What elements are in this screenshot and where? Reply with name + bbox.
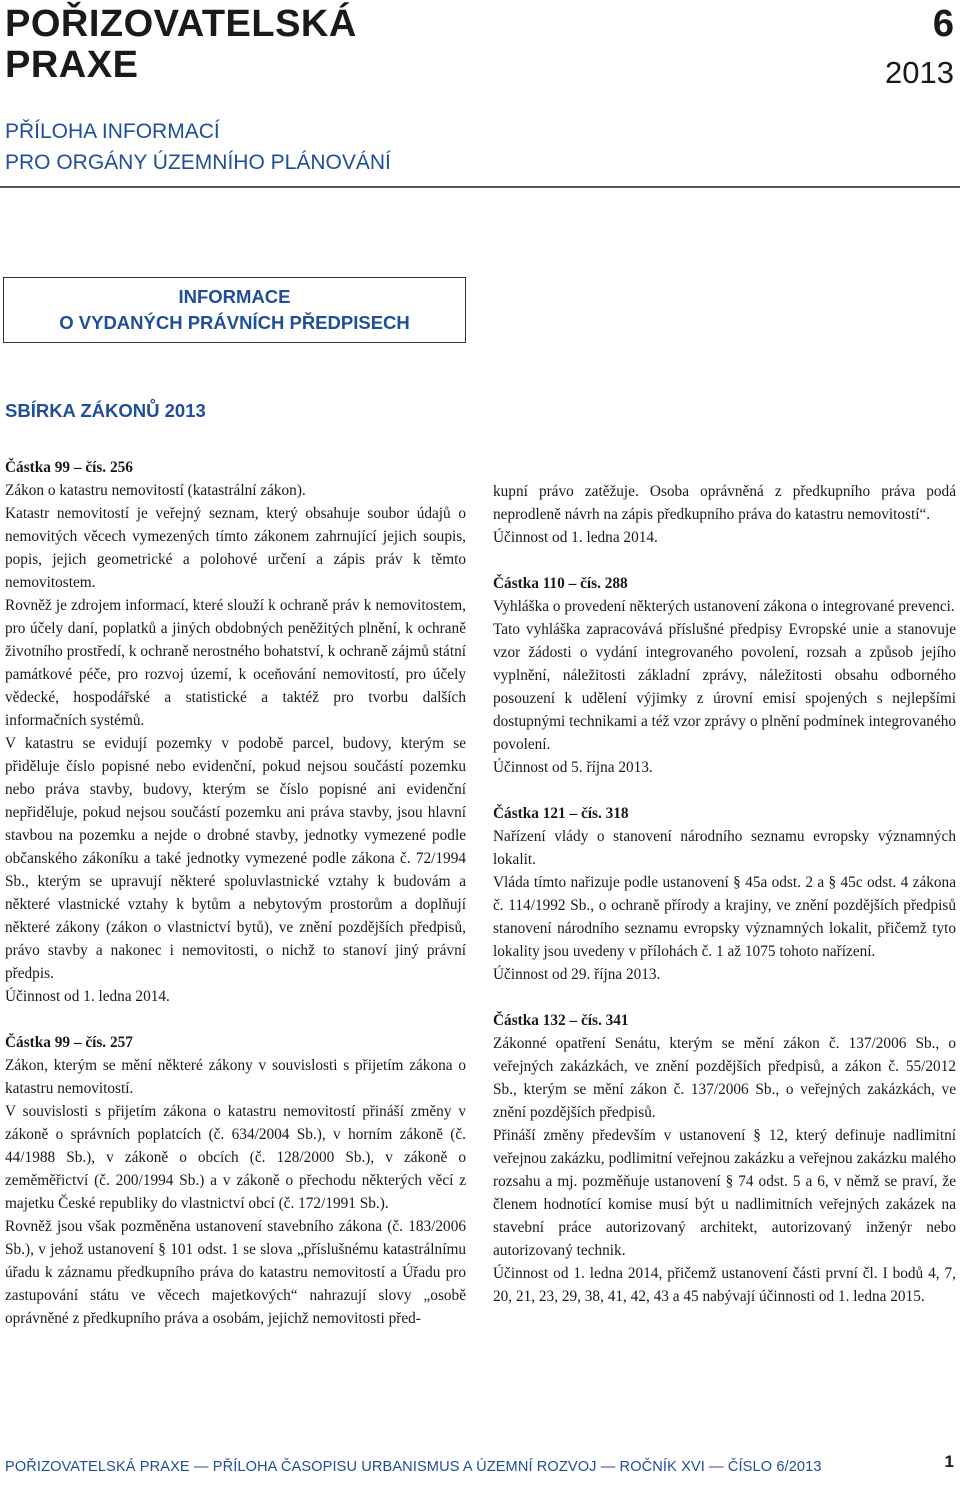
section-heading: SBÍRKA ZÁKONŮ 2013 xyxy=(5,400,206,421)
page-footer: POŘIZOVATELSKÁ PRAXE — PŘÍLOHA ČASOPISU URBANISMUS A ÚZEMNÍ ROZVOJ — ROČNÍK XVI — ČÍSLO 6/2013 xyxy=(5,1459,822,1475)
article-title: Zákon, kterým se mění některé zákony v souvislosti s přijetím zákona o katastru nemovitostí. xyxy=(5,1057,466,1097)
left-column xyxy=(5,456,466,1330)
article-paragraph: Katastr nemovitostí je veřejný seznam, který obsahuje soubor údajů o nemovitých věcech vymezených tímto zákonem zahrnující jejich soupis, popis, jejich geometrické a polohové určení a zápis práv k těmto nemovitostem. xyxy=(5,505,466,591)
spacer xyxy=(5,1008,466,1031)
article-effective-date: Účinnost od 1. ledna 2014, přičemž ustanovení části první čl. I bodů 4, 7, 20, 21, 23, 29, 38, 41, 42, 43 a 45 nabývají účinnosti od 1. ledna 2015. xyxy=(493,1265,956,1305)
article-heading: Částka 132 – čís. 341 xyxy=(493,1012,629,1029)
article-paragraph: kupní právo zatěžuje. Osoba oprávněná z předkupního práva podá neprodleně návrh na zápis předkupního práva do katastru nemovitostí“. xyxy=(493,483,956,523)
issue-number: 6 xyxy=(932,3,954,45)
subtitle-line-1: PŘÍLOHA INFORMACÍ xyxy=(5,120,220,143)
header-divider xyxy=(0,186,960,188)
article-title: Vyhláška o provedení některých ustanovení zákona o integrované prevenci. xyxy=(493,598,955,615)
article-effective-date: Účinnost od 29. října 2013. xyxy=(493,966,661,983)
info-box-line-2: O VYDANÝCH PRÁVNÍCH PŘEDPISECH xyxy=(59,312,410,333)
article-effective-date: Účinnost od 5. října 2013. xyxy=(493,759,653,776)
article-title: Zákon o katastru nemovitostí (katastrální zákon). xyxy=(5,482,306,499)
publication-subtitle xyxy=(5,116,391,178)
article-paragraph: Vláda tímto nařizuje podle ustanovení § 45a odst. 2 a § 45c odst. 4 zákona č. 114/1992 Sb., o ochraně přírody a krajiny, ve znění pozdějších předpisů stanovení národního seznamu evropsky významných lokalit, přičemž tyto lokality jsou uvedeny v přílohách č. 1 až 1075 tohoto nařízení. xyxy=(493,874,956,960)
title-line-1: POŘIZOVATELSKÁ xyxy=(5,3,357,45)
article-paragraph: Rovněž je zdrojem informací, které slouží k ochraně práv k nemovitostem, pro účely daní, poplatků a jiných obdobných peněžitých plnění, k ochraně životního prostředí, k ochraně nerostného bohatství, k ochraně zájmů státní památkové péče, pro rozvoj území, k oceňování nemovitostí, pro účely vědecké, hospodářské a statistické a taktéž pro tvorbu dalších informačních systémů. xyxy=(5,597,466,729)
title-line-2: PRAXE xyxy=(5,44,139,86)
spacer xyxy=(493,986,956,1009)
article-paragraph: Přináší změny především v ustanovení § 12, který definuje nadlimitní veřejnou zakázku, podlimitní veřejnou zakázku a veřejnou zakázku malého rozsahu a mj. pozměňuje ustanovení § 74 odst. 5 a 6, v němž se praví, že členem hodnotící komise musí být u nadlimitních veřejných zakázek na stavební práce autorizovaný architekt, autorizovaný inženýr nebo autorizovaný technik. xyxy=(493,1127,956,1259)
article-title: Zákonné opatření Senátu, kterým se mění zákon č. 137/2006 Sb., o veřejných zakázkách, ve znění pozdějších předpisů, a zákon č. 55/2012 Sb., kterým se mění zákon č. 137/2006 Sb., o veřejných zakázkách, ve znění pozdějších předpisů. xyxy=(493,1035,956,1121)
right-column xyxy=(493,480,956,1308)
article-heading: Částka 110 – čís. 288 xyxy=(493,575,628,592)
publication-title xyxy=(5,4,357,86)
article-paragraph: Rovněž jsou však pozměněna ustanovení stavebního zákona (č. 183/2006 Sb.), v jehož ustanovení § 101 odst. 1 se slova „příslušnému katastrálnímu úřadu k záznamu předkupního práva do katastru nemovitostí a Úřadu pro zastupování státu ve věcech majetkových“ nahrazují slovy „osobě oprávněné z předkupního práva a osobám, jejichž nemovitosti před- xyxy=(5,1218,466,1327)
article-paragraph: V katastru se evidují pozemky v podobě parcel, budovy, kterým se přiděluje číslo popisné nebo evidenční, pokud nejsou součástí pozemku nebo práva stavby, budovy, kterým se číslo popisné ani evidenční nepřiděluje, pokud nejsou součástí pozemku ani práva stavby, jsou hlavní stavbou na pozemku a nejde o drobné stavby, jednotky vymezené podle občanského zákoníku a také jednotky vymezené podle zákona č. 72/1994 Sb., kterým se upravují některé spoluvlastnické vztahy k budovám a některé vlastnické vztahy k bytům a nebytovým prostorům a doplňují některé zákony (zákon o vlastnictví bytů), ve znění pozdějších předpisů, právo stavby a nakonec i nemovitosti, o nichž to stanoví jiný právní předpis. xyxy=(5,735,466,982)
article-title: Nařízení vlády o stanovení národního seznamu evropsky významných lokalit. xyxy=(493,828,956,868)
article-effective-date: Účinnost od 1. ledna 2014. xyxy=(493,529,658,546)
info-box-line-1: INFORMACE xyxy=(178,286,291,307)
article-heading: Částka 121 – čís. 318 xyxy=(493,805,629,822)
spacer xyxy=(493,779,956,802)
issue-year: 2013 xyxy=(885,55,954,90)
article-heading: Částka 99 – čís. 256 xyxy=(5,459,133,476)
article-paragraph: V souvislosti s přijetím zákona o katastru nemovitostí přináší změny v zákoně o správních poplatcích (č. 634/2004 Sb.), v horním zákoně (č. 44/1988 Sb.), v zákoně o obcích (č. 128/2000 Sb.), v zákoně o zeměměřictví (č. 200/1994 Sb.) a v zákoně o přechodu některých věcí z majetku České republiky do vlastnictví obcí (č. 172/1991 Sb.). xyxy=(5,1103,466,1212)
article-paragraph: Tato vyhláška zapracovává příslušné předpisy Evropské unie a stanovuje vzor žádosti o vydání integrovaného povolení, rozsah a způsob jejího vyplnění, náležitosti základní zprávy, náležitosti obsahu odborného posouzení k udělení výjimky z úrovní emisí spojených s nejlepšími dostupnými technikami a též vzor zprávy o plnění podmínek integrovaného povolení. xyxy=(493,621,956,753)
info-box xyxy=(3,277,466,343)
article-heading: Částka 99 – čís. 257 xyxy=(5,1034,133,1051)
article-effective-date: Účinnost od 1. ledna 2014. xyxy=(5,988,170,1005)
subtitle-line-2: PRO ORGÁNY ÚZEMNÍHO PLÁNOVÁNÍ xyxy=(5,151,391,174)
page-number: 1 xyxy=(944,1452,954,1471)
spacer xyxy=(493,549,956,572)
